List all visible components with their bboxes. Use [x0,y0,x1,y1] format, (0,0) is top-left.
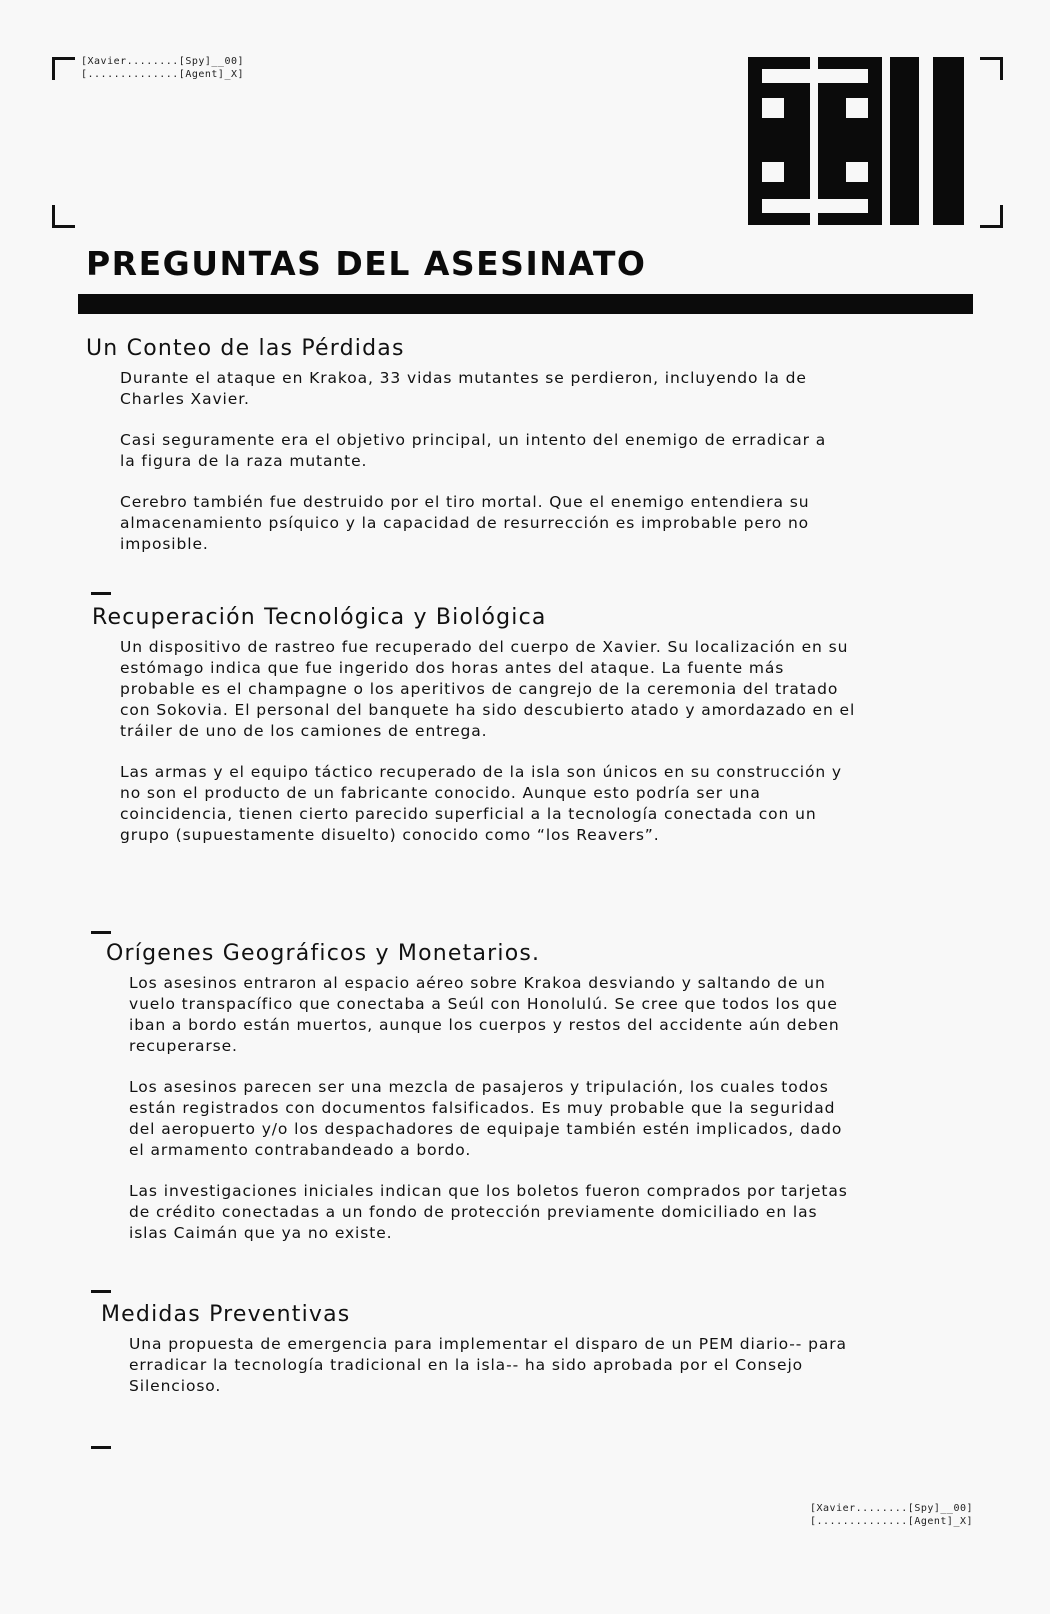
section-divider-dash [91,931,111,934]
section-preventive-measures [101,1302,859,1397]
x-men-x-logo-icon [748,57,964,225]
paragraph: Cerebro también fue destruido por el tiro mortal. Que el enemigo entendiera su almacenamiento psíquico y la capacidad de resurrección es improbable pero no imposible. [120,493,810,553]
footer-tag-line-1: [Xavier........[Spy]__00] [810,1503,974,1514]
section-geo-monetary-origins [106,941,859,1244]
section-divider-dash [91,1446,111,1449]
corner-bracket-bottom-right [980,205,1003,228]
section-heading: Orígenes Geográficos y Monetarios. [106,941,541,966]
section-tech-bio-recovery [92,605,865,846]
paragraph: Las armas y el equipo táctico recuperado de la isla son únicos en su construcción y no son el producto de un fabricante conocido. Aunque esto podría ser una coincidencia, tienen cierto parecido superficial a la tecnología conectada con un grupo (supuestamente disuelto) conocido como “los Reavers”. [120,763,842,844]
section-loss-count [86,336,840,555]
paragraph: Los asesinos parecen ser una mezcla de pasajeros y tripulación, los cuales todos están registrados con documentos falsificados. Es muy probable que la seguridad del aeropuerto y/o los despachadores de equipaje también estén implicados, dado el armamento contrabandeado a bordo. [129,1078,843,1159]
section-divider-dash [91,1290,111,1293]
header-tag-line-1: [Xavier........[Spy]__00] [81,56,245,67]
paragraph: Un dispositivo de rastreo fue recuperado del cuerpo de Xavier. Su localización en su estómago indica que fue ingerido dos horas antes del ataque. La fuente más probable es el champagne o los aperitivos de cangrejo de la ceremonia del tratado con Sokovia. El personal del banquete ha sido descubierto atado y amordazado en el tráiler de uno de los camiones de entrega. [120,638,856,740]
corner-bracket-bottom-left [52,205,75,228]
paragraph: Las investigaciones iniciales indican que los boletos fueron comprados por tarjetas de crédito conectadas a un fondo de protección previamente domiciliado en las islas Caimán que ya no existe. [129,1182,848,1242]
paragraph: Casi seguramente era el objetivo principal, un intento del enemigo de erradicar a la figura de la raza mutante. [120,431,827,470]
footer-agent-tag [810,1502,973,1528]
section-heading: Medidas Preventivas [101,1302,351,1327]
section-heading: Recuperación Tecnológica y Biológica [92,605,547,630]
section-divider-dash [91,592,111,595]
header-tag-line-2: [..............[Agent]_X] [81,69,245,80]
footer-tag-line-2: [..............[Agent]_X] [810,1516,974,1527]
paragraph: Una propuesta de emergencia para implementar el disparo de un PEM diario-- para erradicar la tecnología tradicional en la isla-- ha sido aprobada por el Consejo Silencioso. [129,1335,847,1395]
corner-bracket-top-left [52,57,75,80]
paragraph: Durante el ataque en Krakoa, 33 vidas mutantes se perdieron, incluyendo la de Charles Xavier. [120,369,807,408]
page-title: PREGUNTAS DEL ASESINATO [86,244,647,283]
header-agent-tag [81,55,244,81]
corner-bracket-top-right [980,57,1003,80]
paragraph: Los asesinos entraron al espacio aéreo sobre Krakoa desviando y saltando de un vuelo transpacífico que conectaba a Seúl con Honolulú. Se cree que todos los que iban a bordo están muertos, aunque los cuerpos y restos del accidente aún deben recuperarse. [129,974,840,1055]
title-underline-bar [78,294,973,314]
section-heading: Un Conteo de las Pérdidas [86,336,405,361]
